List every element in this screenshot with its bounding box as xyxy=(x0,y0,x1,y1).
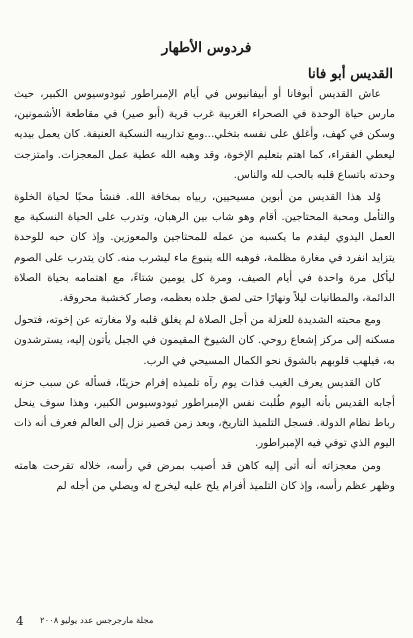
paragraph: عاش القديس أبوفانا أو أبيفانيوس في أيام الإمبراطور ثيودوسيوس الكبير، حيث مارس حياة الوحدة في الصحراء الغربية غرب قرية (أبو صير) في مقاطعة الأشمونين، وسكن في كهف، وأغلق على نفسه بتخلي...ومع تداريبه النسكية العنيفة. كان يعمل بيديه ليعطي الفقراء، كما اهتم بتعليم الإخوة، وقد وهبه الله عطية عمل المعجزات. وامتزجت وحدته باتساع قلبه بالحب لله والناس. xyxy=(14,88,395,181)
page-footer xyxy=(0,614,413,630)
page-number: 4 xyxy=(16,614,24,628)
page-title: فردوس الأطهار xyxy=(161,40,252,56)
paragraph: ومن معجزاته أنه أتى إليه كاهن قد أصيب بمرض في رأسه، خلاله تقرحت هامته وظهر عظم رأسه، وإذ كان التلميذ أفرام يلح عليه ليخرج له ويصلي من أجله لم xyxy=(14,459,395,492)
section-heading: القديس أبو فانا xyxy=(307,66,393,82)
paragraph: كان القديس يعرف الغيب فذات يوم رآه تلميذه إفرام حزينًا، فسأله عن سبب حزنه أجابه القديس بأنه اليوم طُلبت نفس الإمبراطور ثيودوسيوس الكبير، وهذا سوف ينحل رباط نظام الدولة. فسجل التلميذ التاريخ، وبعد زمن قصير نزل إلى العالم فعرف أنه ذات اليوم الذي توفي فيه الإمبراطور. xyxy=(14,376,395,450)
paragraph: ومع محبته الشديدة للعزلة من أجل الصلاة لم يغلق قلبه ولا مغارته عن إخوته، فتحول مسكنه إلى مركز إشعاع روحي. كان الشيوخ المقيمون في الجبل يأتون إليه، يسترشدون به، فيلهب قلوبهم بالشوق نحو الكمال المسيحي في الرب. xyxy=(14,314,395,367)
paragraph: وُلد هذا القديس من أبوين مسيحيين، ربياه بمخافة الله. فنشأ محبًا لحياة الخلوة والتأمل ومحبة المحتاجين. أقام وهو شاب بين الرهبان، وتدرب على الحياة النسكية مع العمل اليدوي ليقدم ما يكسبه من عمله للمحتاجين والمعوزين. وإذ كان حبه للوحدة يتزايد انفرد في مغارة مظلمة، فوهبه الله ينبوع ماء ليشرب منه. كان يتدرب على الصوم ليأكل مرة واحدة في أيام الصيف، ومرة كل يومين شتاءً، مع اهتمامه بحياة الصلاة الدائمة، والمطانيات ليلاً ونهارًا حتى لصق جلده بعظمه، وصار كخشبة محروقة. xyxy=(14,191,395,305)
article-body xyxy=(14,84,395,498)
publication-info: مجلة مارجرجس عدد يوليو ٢٠٠٨ xyxy=(40,616,154,626)
